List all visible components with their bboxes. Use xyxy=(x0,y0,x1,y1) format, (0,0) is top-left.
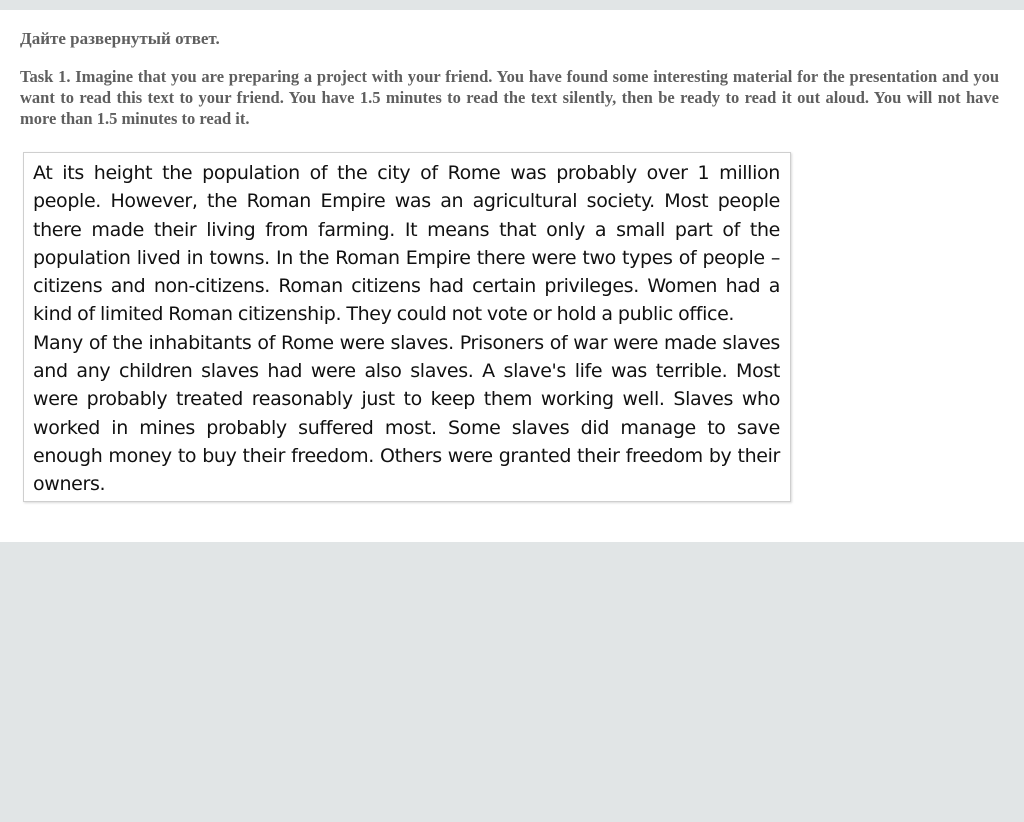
task-description: Task 1. Imagine that you are preparing a project with your friend. You have found some interesting material for the presentation and you want to read this text to your friend. You have 1.5 minutes to read the text silently, then be ready to read it out aloud. You will not have more than 1.5 minutes to read it. xyxy=(20,67,999,128)
reading-text-box xyxy=(23,152,791,502)
reading-paragraph-2: Many of the inhabitants of Rome were slaves. Prisoners of war were made slaves and any children slaves had were also slaves. A slave's life was terrible. Most were probably treated reasonably just to keep them working well. Slaves who worked in mines probably suffered most. Some slaves did manage to save enough money to buy their freedom. Others were granted their freedom by their owners. xyxy=(33,331,780,496)
reading-paragraph-1: At its height the population of the city of Rome was probably over 1 million people. However, the Roman Empire was an agricultural society. Most people there made their living from farming. It means that only a small part of the population lived in towns. In the Roman Empire there were two types of people – citizens and non-citizens. Roman citizens had certain privileges. Women had a kind of limited Roman citizenship. They could not vote or hold a public office. xyxy=(33,162,780,326)
task-panel xyxy=(0,10,1024,542)
instruction-text: Дайте развернутый ответ. xyxy=(20,29,220,48)
